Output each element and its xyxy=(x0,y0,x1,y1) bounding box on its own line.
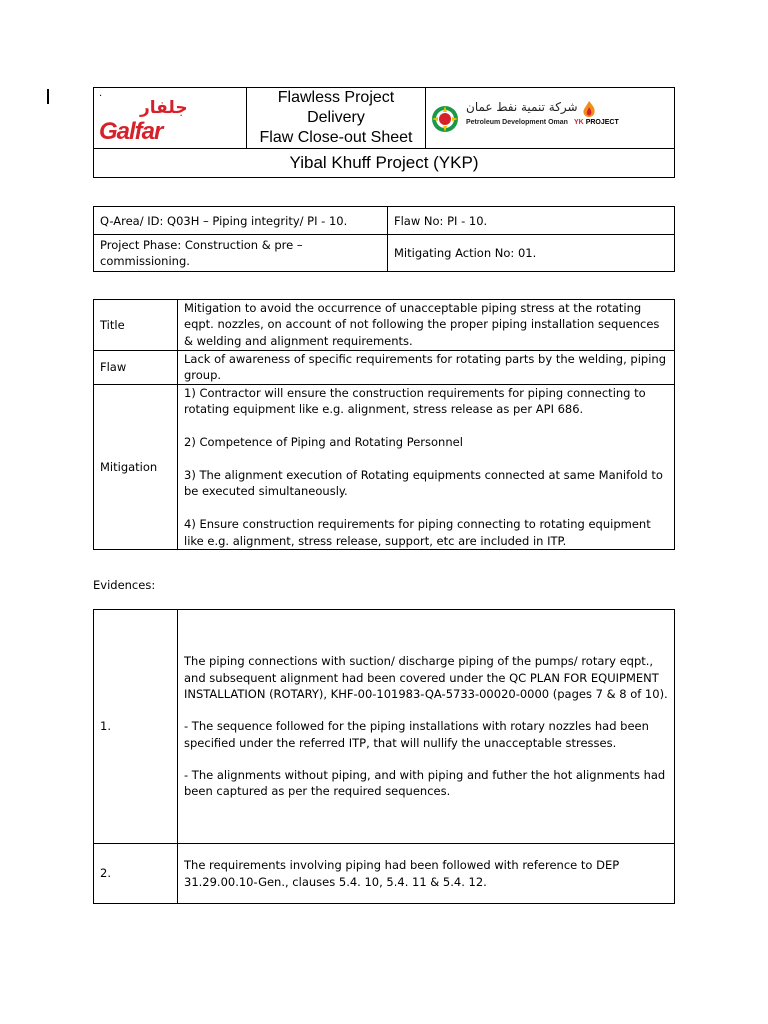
mitigation-label: Mitigation xyxy=(94,385,178,550)
info-table xyxy=(93,206,675,272)
flaw-label: Flaw xyxy=(94,351,178,385)
pdo-logo-cell xyxy=(426,88,675,149)
galfar-arabic-text: جلفار xyxy=(140,98,188,118)
yk-project-flame-icon xyxy=(579,100,599,120)
title-line-2: Flaw Close-out Sheet xyxy=(259,129,413,146)
text-cursor xyxy=(47,89,49,104)
header-table xyxy=(93,87,675,178)
mitigation-list xyxy=(178,385,675,550)
evidence-paragraph: The requirements involving piping had been followed with reference to DEP 31.29.00.10-Gen., clauses 5.4. 10, 5.4. 11 & 5.4. 12. xyxy=(184,858,620,889)
evidences-heading: Evidences: xyxy=(93,578,156,592)
pdo-arabic-name: شركة تنمية نفط عمان xyxy=(466,100,578,114)
title-line-1: Flawless Project Delivery xyxy=(277,89,395,126)
mitigation-item: 2) Competence of Piping and Rotating Personnel xyxy=(184,435,463,450)
mitigation-item: 1) Contractor will ensure the construction requirements for piping connecting to rotating equipment like e.g. alignment, stress release as per API 686. xyxy=(184,386,646,417)
q-area-cell: Q-Area/ ID: Q03H – Piping integrity/ PI - 10. xyxy=(94,207,388,235)
header-dot: . xyxy=(99,88,103,99)
evidence-number: 1. xyxy=(94,610,178,844)
evidence-paragraph: - The sequence followed for the piping installations with rotary nozzles had been specified under the referred ITP, that will nullify the unacceptable stresses. xyxy=(184,719,649,750)
galfar-logo xyxy=(94,88,247,149)
evidence-content xyxy=(178,844,675,904)
mitigation-item: 3) The alignment execution of Rotating equipments connected at same Manifold to be executed simultaneously. xyxy=(184,468,663,499)
mitigation-item: 4) Ensure construction requirements for piping connecting to rotating equipment like e.g. alignment, stress release, support, etc are included in ITP. xyxy=(184,517,651,548)
details-table xyxy=(93,299,675,550)
pdo-emblem-icon xyxy=(430,104,460,134)
flaw-text: Lack of awareness of specific requirements for rotating parts by the welding, piping group. xyxy=(178,351,675,385)
yk-project-label xyxy=(574,119,619,126)
yk-label-project: PROJECT xyxy=(585,119,619,126)
evidence-paragraph: The piping connections with suction/ discharge piping of the pumps/ rotary eqpt., and subsequent alignment had been covered under the QC PLAN FOR EQUIPMENT INSTALLATION (ROTARY), KHF-00-101983-QA-5733-00020-0000 (pages 7 & 8 of 10). xyxy=(184,654,668,701)
sheet-title xyxy=(247,88,426,149)
pdo-english-name: Petroleum Development Oman xyxy=(466,119,568,126)
project-name: Yibal Khuff Project (YKP) xyxy=(94,149,675,178)
project-phase-cell: Project Phase: Construction & pre – commissioning. xyxy=(94,235,388,272)
evidence-table xyxy=(93,609,675,904)
evidence-content xyxy=(178,610,675,844)
title-label: Title xyxy=(94,300,178,351)
evidence-paragraph: - The alignments without piping, and with piping and futher the hot alignments had been captured as per the required sequences. xyxy=(184,768,666,799)
mitigating-action-cell: Mitigating Action No: 01. xyxy=(388,235,675,272)
flaw-no-cell: Flaw No: PI - 10. xyxy=(388,207,675,235)
title-text: Mitigation to avoid the occurrence of unacceptable piping stress at the rotating eqpt. nozzles, on account of not following the proper piping installation sequences & welding and alignment requirements. xyxy=(178,300,675,351)
yk-label-yk: YK xyxy=(574,119,584,126)
evidence-number: 2. xyxy=(94,844,178,904)
galfar-wordmark: Galfar xyxy=(99,118,163,145)
